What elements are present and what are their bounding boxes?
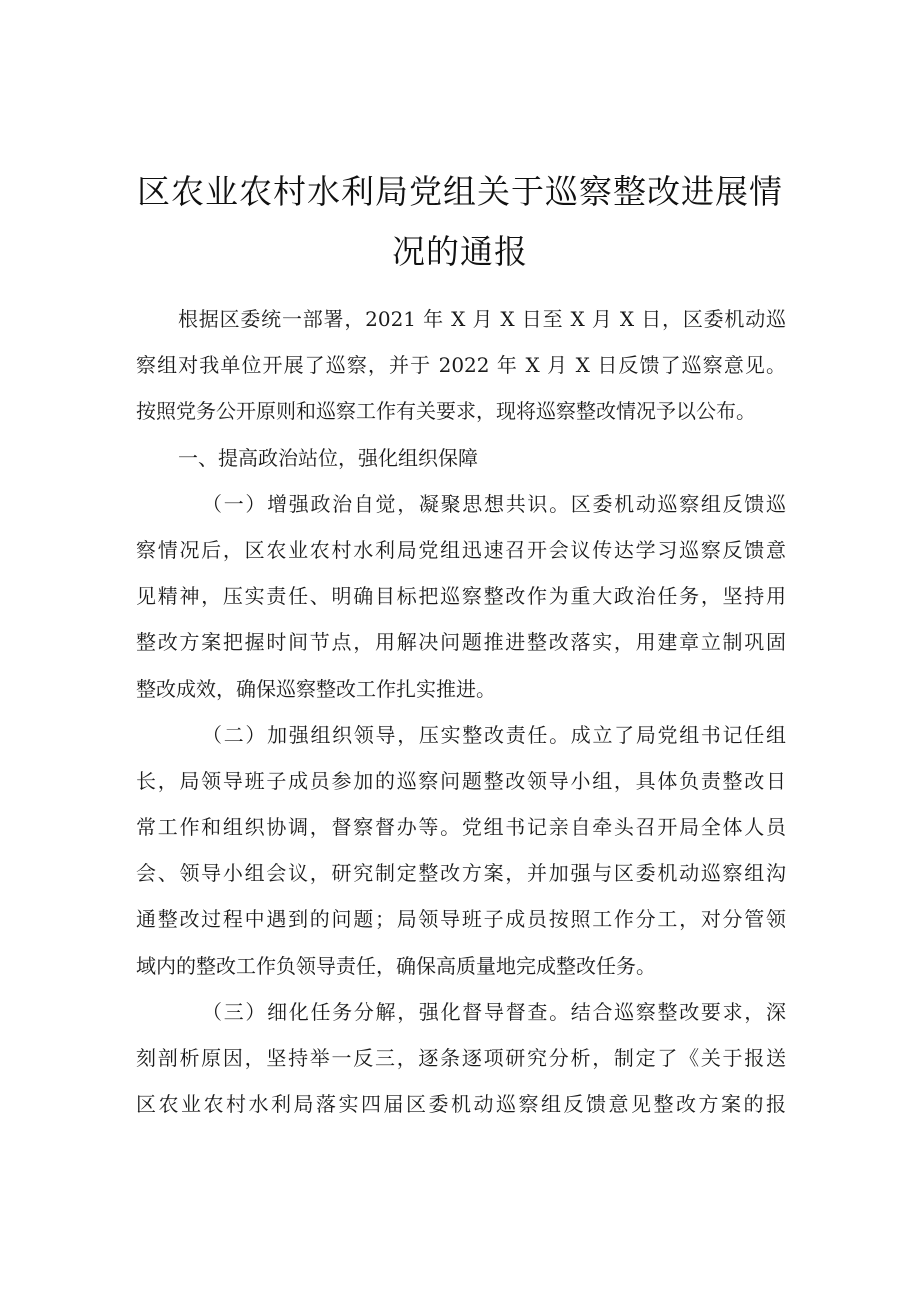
document-body	[136, 296, 786, 1127]
paragraph-line: 常工作和组织协调，督察督办等。党组书记亲自牵头召开局全体人员	[136, 815, 786, 840]
paragraph-line: 刻剖析原因，坚持举一反三，逐条逐项研究分析，制定了《关于报送	[136, 1046, 786, 1070]
paragraph-line: 根据区委统一部署，2021 年 X 月 X 日至 X 月 X 日，区委机动巡	[178, 307, 786, 331]
paragraph-line: 区农业农村水利局落实四届区委机动巡察组反馈意见整改方案的报	[136, 1092, 786, 1117]
paragraph-line: 会、领导小组会议，研究制定整改方案，并加强与区委机动巡察组沟	[136, 861, 786, 886]
document-title	[100, 162, 820, 282]
title-line: 况的通报	[392, 232, 528, 271]
paragraph-line: （三）细化任务分解，强化督导督查。结合巡察整改要求，深	[202, 999, 786, 1024]
paragraph-line: （二）加强组织领导，压实整改责任。成立了局党组书记任组	[202, 722, 786, 747]
paragraph-line: 察组对我单位开展了巡察，并于 2022 年 X 月 X 日反馈了巡察意见。	[136, 353, 786, 378]
paragraph-line: 整改方案把握时间节点，用解决问题推进整改落实，用建章立制巩固	[136, 630, 786, 655]
paragraph-line: 通整改过程中遇到的问题；局领导班子成员按照工作分工，对分管领	[136, 907, 786, 932]
title-line: 区农业农村水利局党组关于巡察整改进展情	[137, 172, 783, 211]
paragraph-line: 按照党务公开原则和巡察工作有关要求，现将巡察整改情况予以公布。	[136, 399, 756, 424]
paragraph-line: 整改成效，确保巡察整改工作扎实推进。	[136, 676, 496, 701]
paragraph-line: （一）增强政治自觉，凝聚思想共识。区委机动巡察组反馈巡	[202, 491, 786, 516]
paragraph-line: 长，局领导班子成员参加的巡察问题整改领导小组，具体负责整改日	[136, 768, 786, 793]
section-heading: 一、提高政治站位，强化组织保障	[178, 445, 478, 470]
paragraph-line: 察情况后，区农业农村水利局党组迅速召开会议传达学习巡察反馈意	[136, 537, 786, 562]
paragraph-line: 见精神，压实责任、明确目标把巡察整改作为重大政治任务，坚持用	[136, 584, 786, 609]
paragraph-line: 域内的整改工作负领导责任，确保高质量地完成整改任务。	[136, 953, 656, 978]
